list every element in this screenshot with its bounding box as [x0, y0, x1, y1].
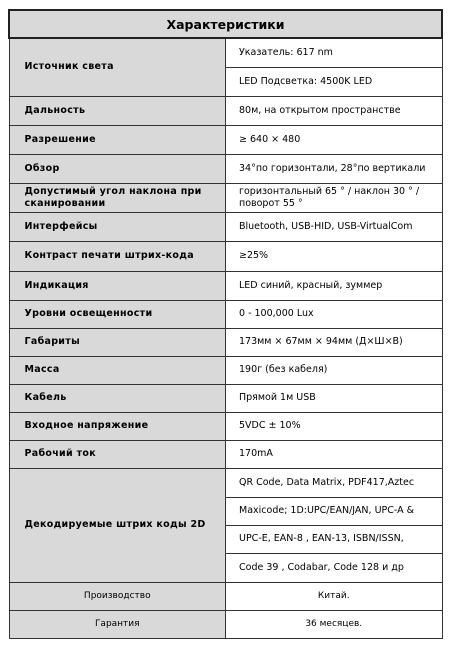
spec-value-range: 80м, на открытом пространстве: [226, 96, 443, 125]
spec-label-resolution: Разрешение: [9, 125, 226, 154]
spec-value-print-contrast: ≥25%: [226, 241, 443, 271]
spec-label-dimensions: Габариты: [9, 328, 226, 356]
footer-label-manufacturing: Производство: [9, 582, 226, 610]
spec-label-scan-angle: Допустимый угол наклона при сканировании: [9, 183, 226, 212]
spec-value-light-source-backlight: LED Подсветка: 4500K LED: [226, 67, 443, 96]
spec-value-light-source-pointer: Указатель: 617 nm: [226, 38, 443, 67]
spec-value-input-voltage: 5VDC ± 10%: [226, 412, 443, 440]
footer-value-warranty: 36 месяцев.: [226, 610, 443, 638]
spec-label-light-source: Источник света: [9, 38, 226, 96]
spec-value-interfaces: Bluetooth, USB-HID, USB-VirtualCom: [226, 212, 443, 241]
footer-value-manufacturing: Китай.: [226, 582, 443, 610]
spec-label-weight: Масса: [9, 356, 226, 384]
table-title: Характеристики: [9, 10, 442, 38]
spec-value-cable: Прямой 1м USB: [226, 384, 443, 412]
spec-label-ambient-light: Уровни освещенности: [9, 300, 226, 328]
spec-value-dimensions: 173мм × 67мм × 94мм (Д×Ш×В): [226, 328, 443, 356]
spec-value-weight: 190г (без кабеля): [226, 356, 443, 384]
spec-label-indication: Индикация: [9, 271, 226, 300]
spec-value-operating-current: 170mA: [226, 440, 443, 468]
spec-value-resolution: ≥ 640 × 480: [226, 125, 443, 154]
specs-table: [8, 9, 443, 639]
spec-label-operating-current: Рабочий ток: [9, 440, 226, 468]
spec-value-indication: LED синий, красный, зуммер: [226, 271, 443, 300]
spec-label-cable: Кабель: [9, 384, 226, 412]
spec-label-input-voltage: Входное напряжение: [9, 412, 226, 440]
spec-value-decodable-codes-line-1: QR Code, Data Matrix, PDF417,Aztec: [226, 468, 443, 497]
spec-label-range: Дальность: [9, 96, 226, 125]
spec-value-decodable-codes-line-2: Maxicode; 1D:UPC/EAN/JAN, UPC-A &: [226, 497, 443, 525]
spec-label-field-of-view: Обзор: [9, 154, 226, 183]
spec-value-scan-angle: горизонтальный 65 ° / наклон 30 ° / поворот 55 °: [226, 183, 443, 212]
spec-label-interfaces: Интерфейсы: [9, 212, 226, 241]
spec-label-print-contrast: Контраст печати штрих-кода: [9, 241, 226, 271]
footer-label-warranty: Гарантия: [9, 610, 226, 638]
spec-value-field-of-view: 34°по горизонтали, 28°по вертикали: [226, 154, 443, 183]
spec-label-decodable-codes: Декодируемые штрих коды 2D: [9, 468, 226, 582]
spec-value-decodable-codes-line-4: Code 39 , Codabar, Code 128 и др: [226, 553, 443, 582]
spec-value-ambient-light: 0 - 100,000 Lux: [226, 300, 443, 328]
spec-value-decodable-codes-line-3: UPC-E, EAN-8 , EAN-13, ISBN/ISSN,: [226, 525, 443, 553]
